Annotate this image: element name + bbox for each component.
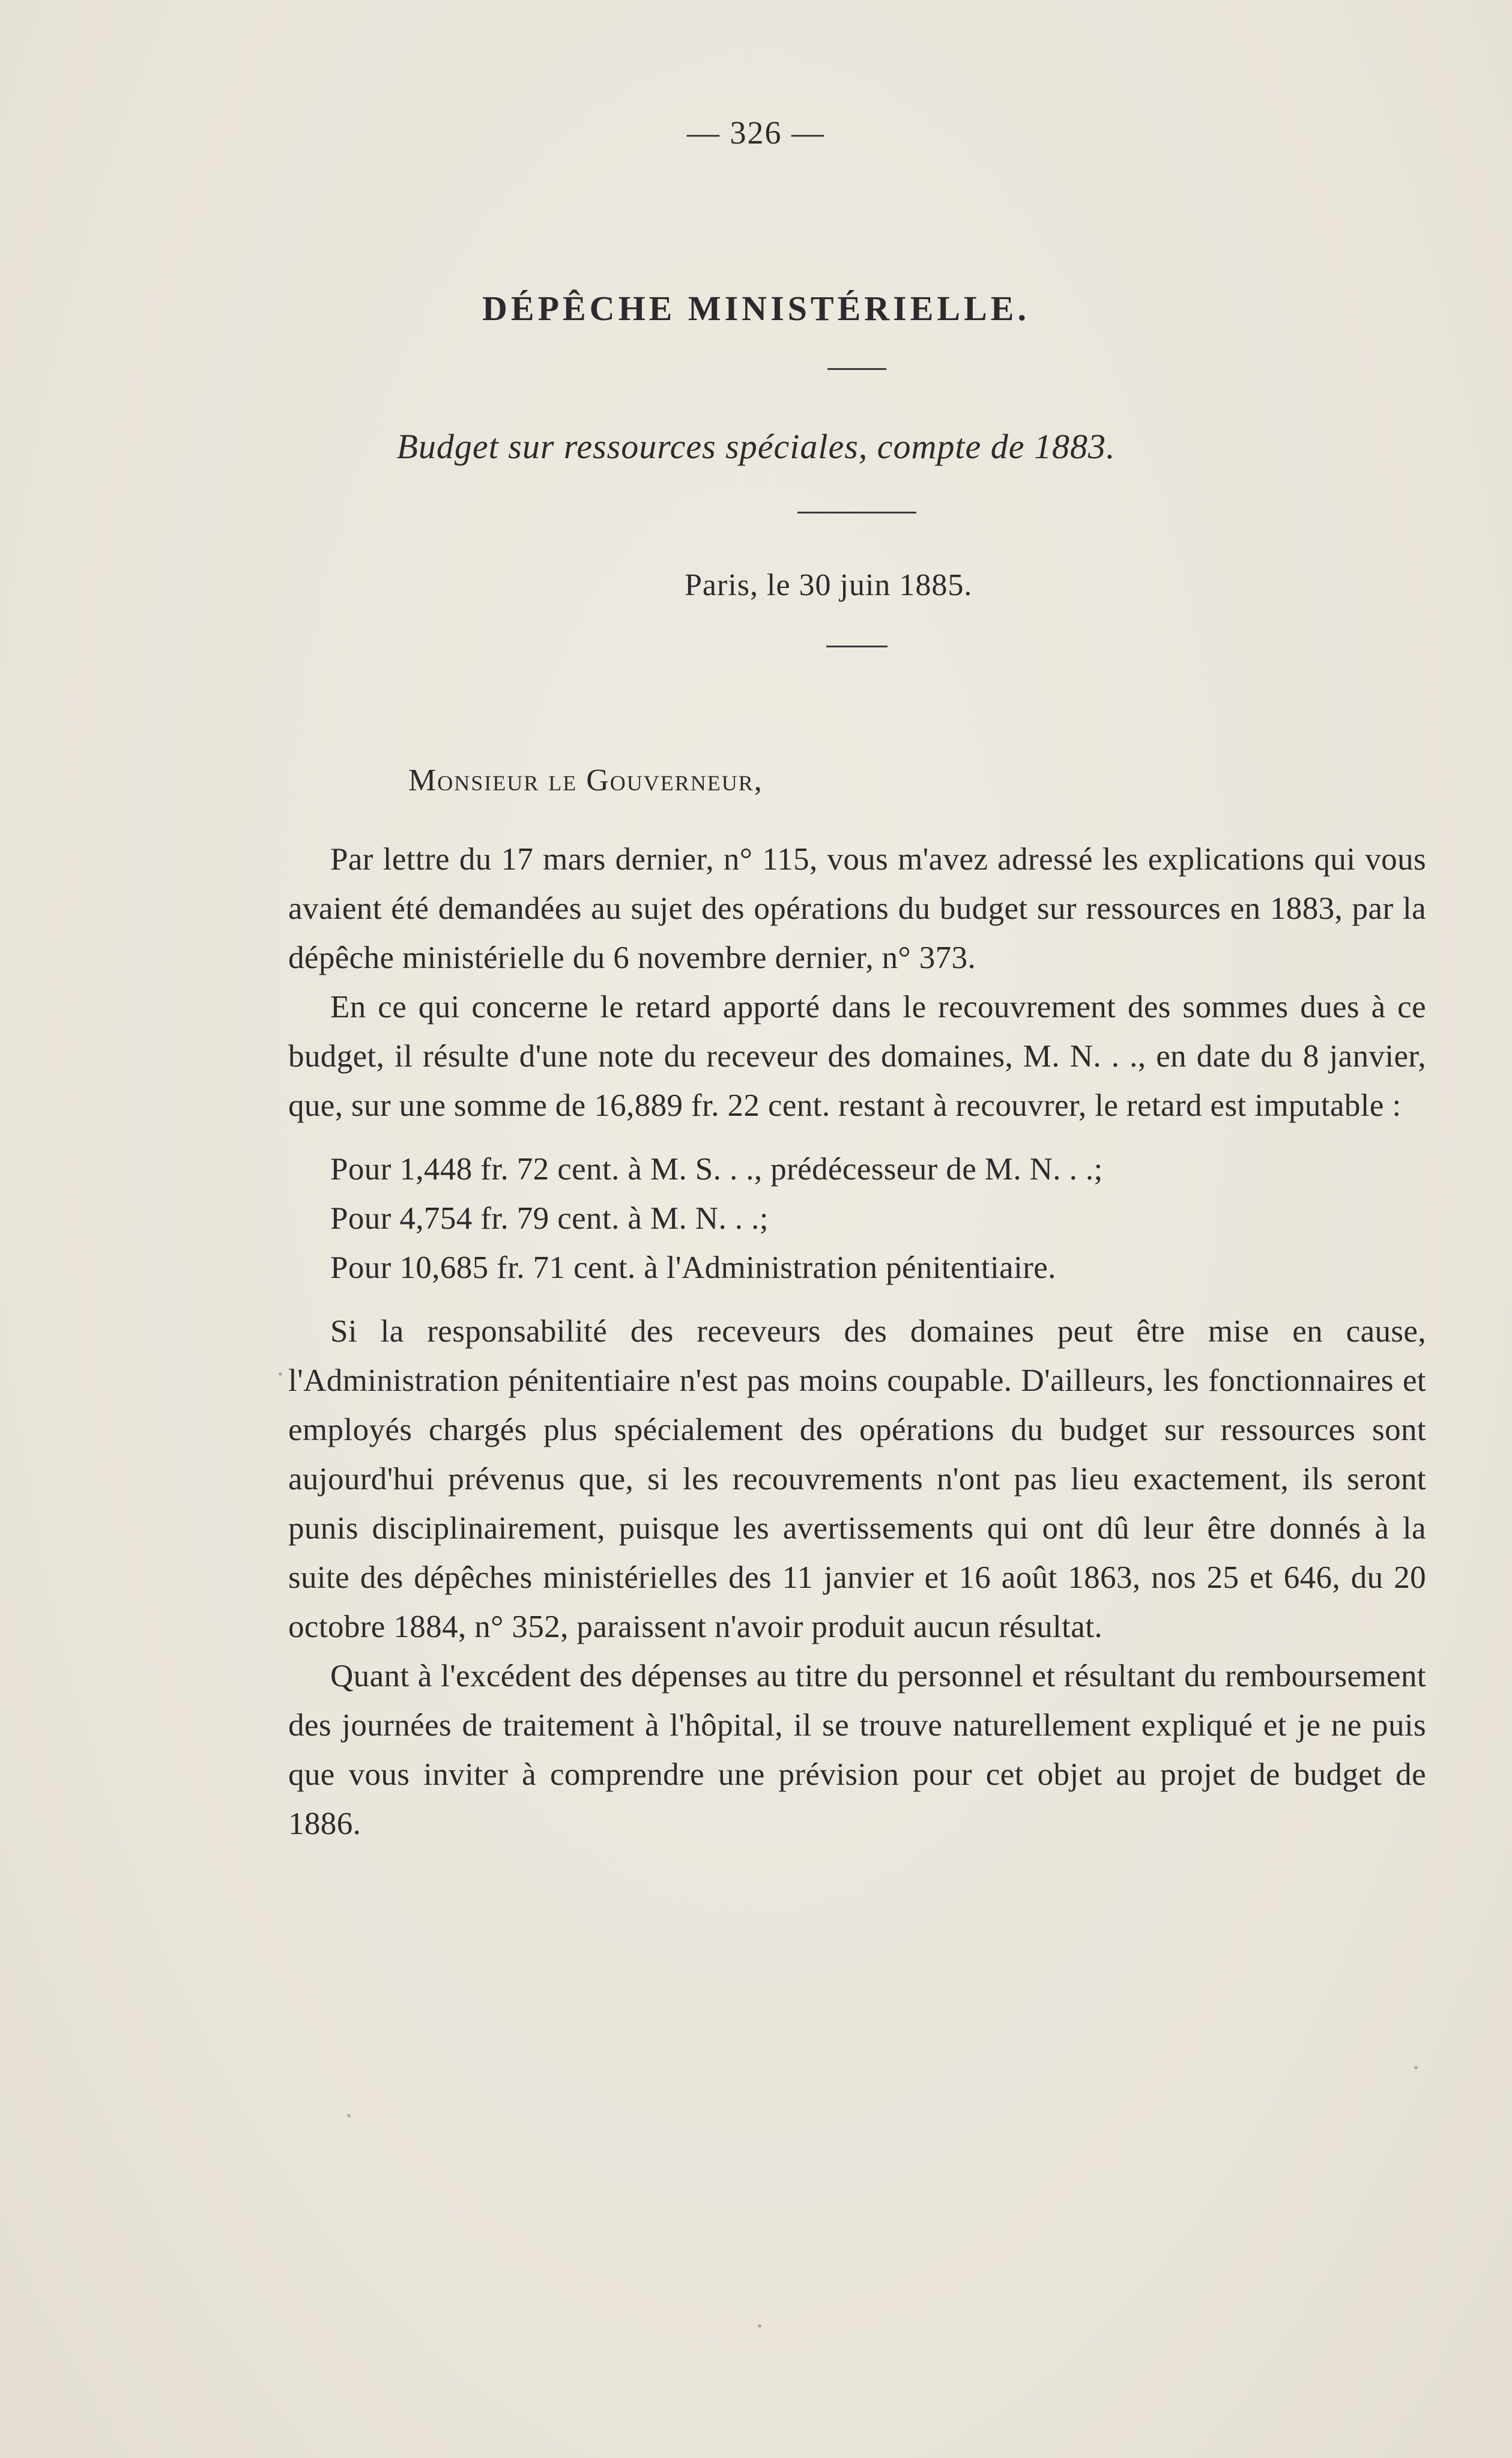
document-title: DÉPÊCHE MINISTÉRIELLE. — [482, 289, 1030, 328]
paragraph-reply-reference: Par lettre du 17 mars dernier, n° 115, vous m'avez adressé les explications qui vous avaient été demandées au sujet des opérations du budget sur ressources en 1883, par la dépêche ministérielle du 6 novembre dernier, n° 373. — [288, 842, 1426, 975]
page-number: — 326 — — [687, 115, 825, 151]
subtitle-divider — [797, 512, 916, 513]
list-item-amount-s: Pour 1,448 fr. 72 cent. à M. S. . ., prédécesseur de M. N. . .; — [330, 1152, 1103, 1187]
dateline-divider — [826, 646, 888, 647]
paragraph-collection-delay: En ce qui concerne le retard apporté dans le recouvrement des sommes dues à ce budget, il résulte d'une note du receveur des domaines, M. N. . ., en date du 8 janvier, que, sur une somme de 16,889 fr. 22 cent. restant à recouvrer, le retard est imputable : — [288, 990, 1426, 1123]
list-item-amount-n: Pour 4,754 fr. 79 cent. à M. N. . .; — [330, 1201, 769, 1236]
paper-speck — [1414, 2066, 1418, 2069]
paragraph-responsibility: Si la responsabilité des receveurs des domaines peut être mise en cause, l'Administration pénitentiaire n'est pas moins coupable. D'ailleurs, les fonctionnaires et employés chargés plus spécialement des opérations du budget sur ressources sont aujourd'hui prévenus que, si les recouvrements n'ont pas lieu exactement, ils seront punis disciplinairement, puisque les avertissements qui ont dû leur être donnés à la suite des dépêches ministérielles des 11 janvier et 16 août 1863, nos 25 et 646, du 20 octobre 1884, n° 352, paraissent n'avoir produit aucun résultat. — [288, 1314, 1426, 1644]
letter-body — [288, 835, 1426, 1848]
title-divider — [827, 368, 886, 370]
paper-speck — [279, 1372, 282, 1376]
paragraph-excess-expenses: Quant à l'excédent des dépenses au titre du personnel et résultant du remboursement des journées de traitement à l'hôpital, il se trouve naturellement expliqué et je ne puis que vous inviter à comprendre une prévision pour cet objet au projet de budget de 1886. — [288, 1659, 1426, 1841]
list-item-amount-administration: Pour 10,685 fr. 71 cent. à l'Administration pénitentiaire. — [330, 1250, 1056, 1285]
salutation: Monsieur le Gouverneur, — [408, 763, 763, 798]
document-subtitle: Budget sur ressources spéciales, compte de 1883. — [396, 427, 1116, 466]
paper-speck — [347, 2114, 351, 2117]
dateline: Paris, le 30 juin 1885. — [685, 568, 973, 602]
paper-speck — [758, 2324, 761, 2328]
